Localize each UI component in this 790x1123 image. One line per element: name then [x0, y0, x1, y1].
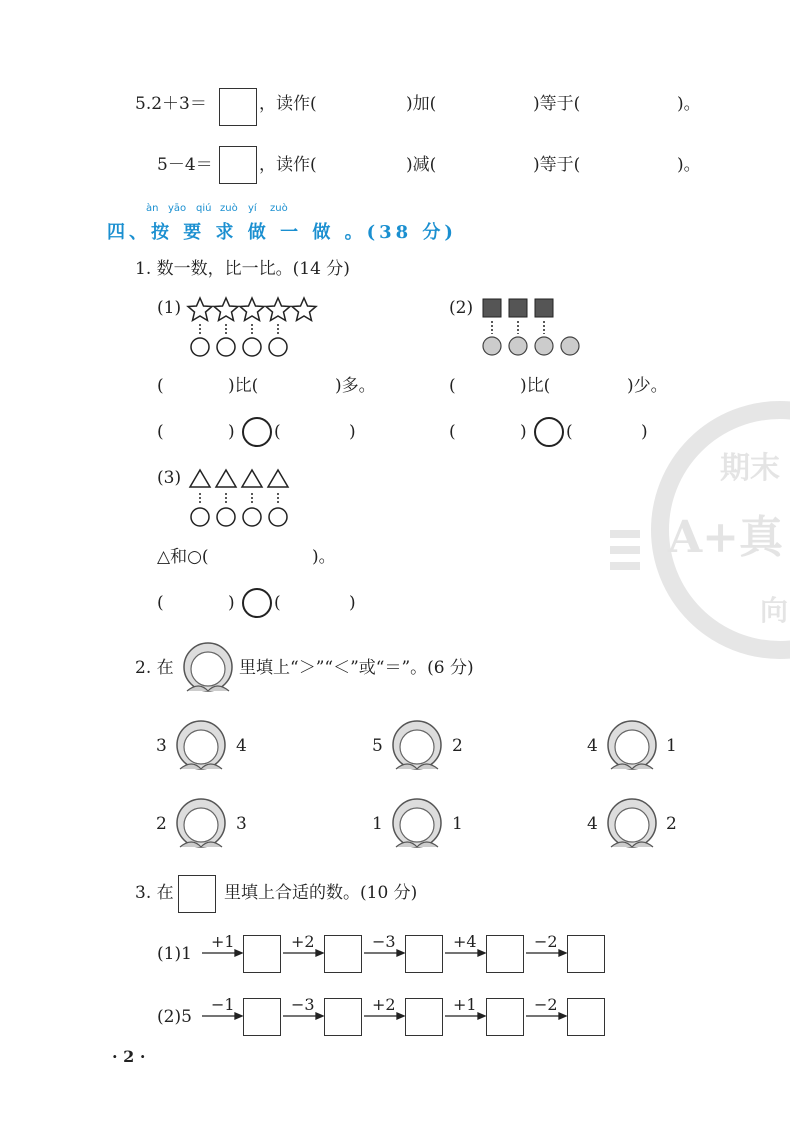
cmp2-open2: (	[566, 422, 573, 442]
answer-box[interactable]	[486, 998, 524, 1036]
answer-box[interactable]	[324, 998, 362, 1036]
q2-left-1: 3	[156, 736, 167, 756]
q5-expr-2: 5－4＝	[157, 155, 213, 175]
square-icon	[535, 299, 553, 317]
op-label: +4	[453, 932, 477, 951]
pinyin-qiu: qiú	[196, 203, 212, 214]
cmp1-open2: (	[274, 422, 281, 442]
op-label: −3	[291, 995, 315, 1014]
peach-ring-input[interactable]	[170, 793, 232, 855]
op-label: +1	[211, 932, 235, 951]
cmp3-open2: (	[274, 593, 281, 613]
square-icon	[509, 299, 527, 317]
p1-open: (	[157, 376, 164, 396]
q5-read-1: ，读作(	[259, 94, 317, 114]
q3-title-post: 里填上合适的数。(10 分)	[224, 883, 418, 903]
op-label: −1	[211, 995, 235, 1014]
q5-read-2: ，读作(	[259, 155, 317, 175]
q5-sub: )减(	[406, 155, 437, 175]
q2-right-5: 1	[452, 814, 463, 834]
triangle-icon	[268, 470, 288, 487]
peach-ring-icon	[177, 637, 239, 699]
compare-circle[interactable]	[242, 588, 272, 618]
star-icon	[266, 298, 290, 321]
op-label: −2	[534, 932, 558, 951]
answer-box[interactable]	[567, 998, 605, 1036]
q5-end-2: )。	[677, 155, 701, 175]
p2-end: )少。	[627, 376, 668, 396]
answer-box[interactable]	[486, 935, 524, 973]
cmp2-close: )	[520, 422, 527, 442]
q2-right-3: 1	[666, 736, 677, 756]
peach-ring-input[interactable]	[601, 793, 663, 855]
section-title: 四、按 要 求 做 一 做 。(38 分)	[107, 222, 457, 243]
answer-box[interactable]	[219, 88, 257, 126]
pinyin-an: àn	[146, 203, 159, 214]
compare-circle[interactable]	[242, 417, 272, 447]
star-icon	[292, 298, 316, 321]
cmp3-close2: )	[349, 593, 356, 613]
page-number: · 2 ·	[112, 1047, 146, 1066]
star-icon	[240, 298, 264, 321]
q2-right-6: 2	[666, 814, 677, 834]
cmp2-close2: )	[641, 422, 648, 442]
op-label: +1	[453, 995, 477, 1014]
gray-circle-icon	[561, 337, 579, 355]
pinyin-yao: yāo	[168, 203, 187, 214]
op-label: +2	[372, 995, 396, 1014]
stars-circles-figure	[186, 296, 326, 360]
peach-ring-input[interactable]	[170, 715, 232, 777]
squares-circles-figure	[478, 296, 588, 360]
op-label: +2	[291, 932, 315, 951]
q2-left-2: 5	[372, 736, 383, 756]
q2-left-6: 4	[587, 814, 598, 834]
q2-left-5: 1	[372, 814, 383, 834]
q3-row1-label: (1)1	[157, 944, 192, 964]
pinyin-yi: yí	[248, 203, 257, 214]
circle-icon	[269, 338, 287, 356]
triangle-icon	[216, 470, 236, 487]
watermark-text-3: 向	[760, 594, 789, 627]
q2-title-post: 里填上“＞”“＜”或“＝”。(6 分)	[239, 658, 474, 678]
square-icon	[483, 299, 501, 317]
q2-title-pre: 2. 在	[135, 658, 174, 678]
q5-equal-1: )等于(	[533, 94, 581, 114]
answer-box[interactable]	[405, 998, 443, 1036]
q2-left-3: 4	[587, 736, 598, 756]
peach-ring-input[interactable]	[601, 715, 663, 777]
q2-right-1: 4	[236, 736, 247, 756]
q5-expr-1: 5.2＋3＝	[135, 94, 207, 114]
q1-part2-label: (2)	[449, 298, 474, 318]
cmp2-open: (	[449, 422, 456, 442]
circle-icon	[269, 508, 287, 526]
op-label: −3	[372, 932, 396, 951]
q5-end-1: )。	[677, 94, 701, 114]
answer-box[interactable]	[243, 935, 281, 973]
answer-box[interactable]	[324, 935, 362, 973]
circle-icon	[191, 338, 209, 356]
circle-icon	[243, 338, 261, 356]
cmp3-open: (	[157, 593, 164, 613]
cmp1-close2: )	[349, 422, 356, 442]
gray-circle-icon	[483, 337, 501, 355]
peach-ring-input[interactable]	[386, 793, 448, 855]
q1-part3-label: (3)	[157, 468, 182, 488]
q3-row2-label: (2)5	[157, 1007, 192, 1027]
cmp1-close: )	[228, 422, 235, 442]
circle-icon	[243, 508, 261, 526]
triangles-circles-figure	[186, 467, 306, 531]
sample-box-icon	[178, 875, 216, 913]
triangle-icon	[242, 470, 262, 487]
answer-box[interactable]	[567, 935, 605, 973]
answer-box[interactable]	[243, 998, 281, 1036]
pinyin-zuo: zuò	[220, 203, 238, 214]
star-icon	[188, 298, 212, 321]
p3-end: )。	[312, 547, 336, 567]
p3-sentence: △和○(	[157, 547, 209, 567]
q1-title: 1. 数一数，比一比。(14 分)	[135, 259, 350, 279]
gray-circle-icon	[535, 337, 553, 355]
triangle-icon	[190, 470, 210, 487]
q5-add: )加(	[406, 94, 437, 114]
p1-mid: )比(	[228, 376, 259, 396]
circle-icon	[217, 338, 235, 356]
cmp1-open: (	[157, 422, 164, 442]
pinyin-zuo-2: zuò	[270, 203, 288, 214]
answer-box[interactable]	[405, 935, 443, 973]
p1-end: )多。	[335, 376, 376, 396]
q3-title-pre: 3. 在	[135, 883, 174, 903]
q1-part1-label: (1)	[157, 298, 182, 318]
q2-right-2: 2	[452, 736, 463, 756]
answer-box[interactable]	[219, 146, 257, 184]
watermark-seal	[610, 376, 790, 680]
q2-right-4: 3	[236, 814, 247, 834]
circle-icon	[217, 508, 235, 526]
p2-open: (	[449, 376, 456, 396]
watermark-text-1: 期末	[720, 451, 780, 486]
q5-equal-2: )等于(	[533, 155, 581, 175]
op-label: −2	[534, 995, 558, 1014]
circle-icon	[191, 508, 209, 526]
watermark-text-2: A+真	[668, 512, 784, 563]
q2-left-4: 2	[156, 814, 167, 834]
gray-circle-icon	[509, 337, 527, 355]
star-icon	[214, 298, 238, 321]
cmp3-close: )	[228, 593, 235, 613]
peach-ring-input[interactable]	[386, 715, 448, 777]
compare-circle[interactable]	[534, 417, 564, 447]
p2-mid: )比(	[520, 376, 551, 396]
